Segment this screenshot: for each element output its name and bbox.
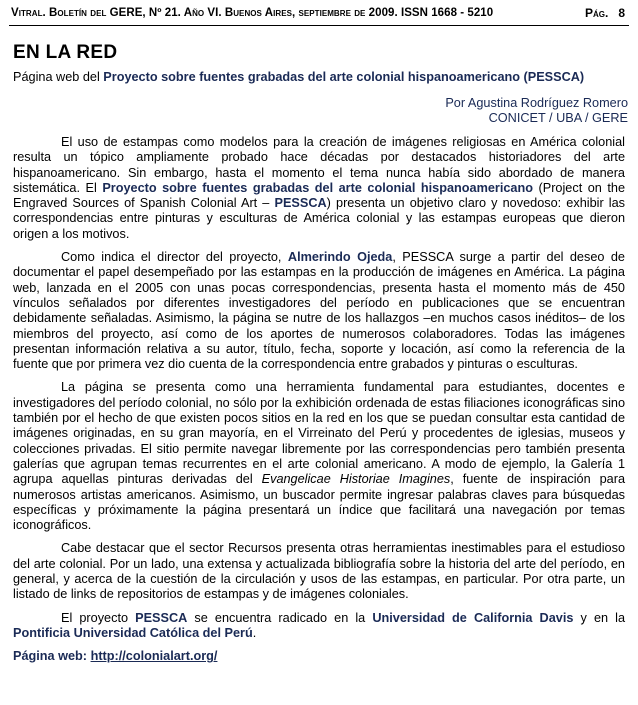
text: El uso de estampas como modelos para la creación de imágenes religiosas en América colonial resulta un tópico ampliamente probado hace décadas por destacados historiadores del arte hispanoamericano. Sin embargo, hasta el momento el tema nunca había sido abordado de manera sistemática. El — [13, 135, 625, 195]
text: se encuentra radicado en la — [187, 610, 373, 625]
subtitle-prefix: Página web del — [13, 70, 104, 84]
website-label: Página web: — [13, 649, 91, 664]
page-number: 8 — [618, 6, 625, 20]
paragraph-3 — [13, 380, 625, 533]
text: , fuente de inspiración para numerosos artistas americanos. Asimismo, un buscador permite ingresar palabras claves para búsquedas específicas y próximamente la página presentará un índice que facilitará una navegación por temas iconográficos. — [13, 472, 626, 533]
page-indicator — [585, 6, 625, 20]
section-title: EN LA RED — [13, 42, 118, 63]
book-title: Evangelicae Historiae Imagines — [261, 472, 451, 487]
subtitle-project: Proyecto sobre fuentes grabadas del arte colonial hispanoamericano (PESSCA) — [103, 70, 585, 84]
page-label: Pág. — [584, 6, 609, 20]
university-davis: Universidad de California Davis — [372, 610, 574, 625]
text: Como indica el director del proyecto, — [61, 250, 288, 265]
text: y en la — [573, 610, 626, 625]
paragraph-5 — [13, 611, 625, 642]
text: . — [252, 625, 257, 640]
website-line — [13, 649, 625, 664]
affiliation: CONICET / UBA / GERE — [488, 111, 628, 125]
director-name: Almerindo Ojeda — [287, 250, 393, 265]
project-name: Proyecto sobre fuentes grabadas del arte colonial hispanoamericano — [102, 180, 533, 195]
article-subtitle — [13, 70, 584, 84]
website-link[interactable]: http://colonialart.org/ — [90, 649, 218, 664]
project-acronym: PESSCA — [274, 196, 327, 211]
text: (Project on the Engraved Sources of Spanish Colonial Art – — [13, 180, 626, 211]
text: El proyecto — [61, 610, 136, 625]
paragraph-4: Cabe destacar que el sector Recursos presenta otras herramientas inestimables para el estudioso del arte colonial. Por un lado, una extensa y actualizada bibliografía sobre la historia del arte del período, en general, y acerca de la cuestión de la circulación y usos de las estampas, en particular. Por otra parte, un listado de links de repositorios de estampas y de imágenes coloniales. — [13, 541, 625, 602]
text: , PESSCA surge a partir del deseo de documentar el papel desempeñado por las estampas en la producción de imágenes en América. La página web, lanzada en el 2005 con unas pocas correspondencias, presenta hasta el momento más de 450 vínculos señalados por diferentes investigadores del período en publicaciones que se encuentran debidamente señaladas. Asimismo, la página se nutre de los hallazgos –en muchos casos inéditos– de los miembros del proyecto, así como de los aportes de numerosos colaboradores. Todas las imágenes presentan información relativa a su autor, título, fecha, soporte y locación, así como la referencia de la fuente que por primera vez dio cuenta de la correspondencia entre grabados y pinturas o esculturas. — [13, 250, 625, 372]
text: La página se presenta como una herramienta fundamental para estudiantes, docentes e investigadores del período colonial, no sólo por la exhibición ordenada de estas filiaciones iconográficas sino también por el hecho de que existen pocos sitios en la red en los que se puedan consultar esta cantidad de imágenes originadas, en su gran mayoría, en el Virreinato del Perú y procedentes de iglesias, museos y colecciones privadas. El sitio permite navegar libremente por las correspondencias pero también presenta galerías que agrupan temas recurrentes en el arte colonial americano. A modo de ejemplo, la Galería 1 agrupa aquellas pinturas derivadas del — [13, 380, 625, 487]
university-peru: Pontificia Universidad Católica del Perú — [13, 625, 253, 640]
journal-citation: Vitral. Boletín del GERE, Nº 21. Año VI. Buenos Aires, septiembre de 2009. ISSN 1668 - 5210 — [11, 7, 494, 19]
byline — [445, 96, 628, 126]
article-body — [13, 135, 625, 673]
paragraph-1 — [13, 135, 625, 242]
page-header — [9, 3, 629, 26]
author: Por Agustina Rodríguez Romero — [445, 96, 628, 110]
text: ) presenta un objetivo claro y novedoso: exhibir las correspondencias entre pinturas y esculturas de América colonial y las estampas europeas que dieron origen a los motivos. — [13, 196, 625, 241]
paragraph-2 — [13, 250, 625, 372]
project-acronym: PESSCA — [135, 610, 188, 625]
